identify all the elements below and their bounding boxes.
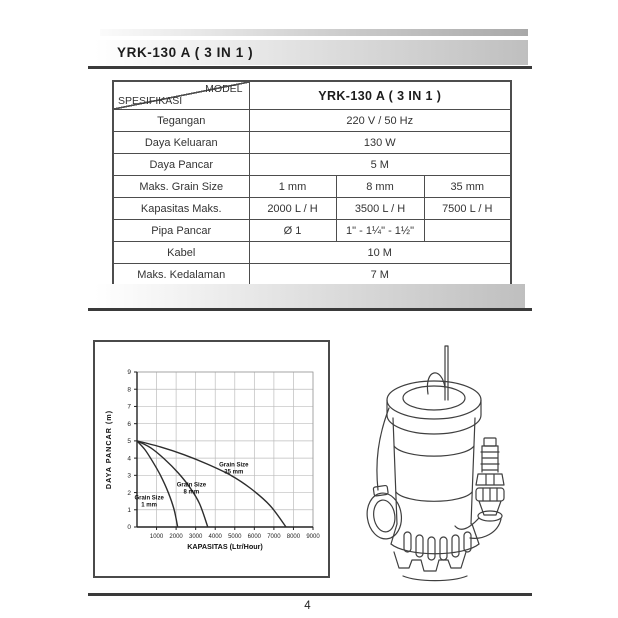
spec-value: 1" - 1¼" - 1½" (336, 220, 424, 242)
table-row (113, 242, 511, 264)
svg-text:8: 8 (127, 386, 131, 394)
svg-text:6000: 6000 (247, 534, 262, 540)
spec-value: 7500 L / H (424, 198, 511, 220)
table-row (113, 198, 511, 220)
spec-value: 3500 L / H (336, 198, 424, 220)
table-row (113, 264, 511, 287)
svg-text:Grain Size: Grain Size (219, 462, 249, 469)
page-title: YRK-130 A ( 3 IN 1 ) (117, 45, 254, 60)
svg-text:7: 7 (127, 403, 131, 411)
spec-label: Tegangan (113, 110, 249, 132)
svg-text:4000: 4000 (208, 534, 222, 540)
title-rule (88, 66, 532, 69)
svg-text:5: 5 (127, 438, 131, 446)
footer-rule (88, 593, 532, 596)
svg-text:5000: 5000 (228, 534, 242, 540)
svg-text:8 mm: 8 mm (183, 489, 200, 496)
pump-illustration (358, 342, 522, 592)
spec-label: Kapasitas Maks. (113, 198, 249, 220)
table-row (113, 132, 511, 154)
spec-label: Maks. Kedalaman (113, 264, 249, 287)
pump-handle-rim (387, 381, 481, 434)
svg-text:8000: 8000 (286, 534, 301, 540)
spec-value: Ø 1 (249, 220, 336, 242)
float-switch (363, 408, 404, 541)
spec-value: 35 mm (424, 176, 511, 198)
spec-value: 2000 L / H (249, 198, 336, 220)
svg-text:0: 0 (127, 524, 131, 532)
table-row (113, 220, 511, 242)
svg-text:DAYA PANCAR (m): DAYA PANCAR (m) (104, 409, 113, 490)
spec-value (424, 220, 511, 242)
spec-value: 220 V / 50 Hz (249, 110, 511, 132)
title-band (95, 40, 528, 65)
table-row (113, 154, 511, 176)
svg-text:3000: 3000 (188, 534, 203, 540)
svg-text:Grain Size: Grain Size (134, 495, 164, 502)
svg-text:3: 3 (127, 472, 131, 480)
spec-value: 10 M (249, 242, 511, 264)
spec-label: Kabel (113, 242, 249, 264)
svg-text:9: 9 (127, 369, 131, 377)
pump-base (391, 524, 479, 581)
spec-value: 8 mm (336, 176, 424, 198)
spec-value: 7 M (249, 264, 511, 287)
divider-rule (88, 308, 532, 311)
spec-label: Pipa Pancar (113, 220, 249, 242)
spec-value: 1 mm (249, 176, 336, 198)
model-header-label: MODEL (205, 83, 243, 95)
capacity-head-chart (95, 342, 328, 576)
svg-text:1: 1 (127, 506, 131, 514)
spec-value: 5 M (249, 154, 511, 176)
table-row (113, 176, 511, 198)
svg-text:1000: 1000 (149, 534, 164, 540)
chart-box (93, 340, 330, 578)
spec-value: 130 W (249, 132, 511, 154)
svg-text:KAPASITAS (Ltr/Hour): KAPASITAS (Ltr/Hour) (187, 542, 263, 551)
svg-text:9000: 9000 (306, 534, 320, 540)
svg-text:2000: 2000 (169, 534, 183, 540)
svg-text:1 mm: 1 mm (141, 502, 157, 509)
spec-label: Daya Keluaran (113, 132, 249, 154)
svg-text:2: 2 (127, 489, 131, 497)
model-value-cell: YRK-130 A ( 3 IN 1 ) (249, 81, 511, 110)
page-number: 4 (304, 600, 311, 612)
svg-text:Grain Size: Grain Size (176, 482, 207, 489)
divider-gradient-band (95, 284, 525, 308)
svg-text:7000: 7000 (267, 534, 281, 540)
spec-table (112, 80, 512, 287)
svg-text:4: 4 (127, 455, 131, 463)
spec-label: Maks. Grain Size (113, 176, 249, 198)
svg-text:6: 6 (127, 420, 131, 428)
spesifikasi-header-label: SPESIFIKASI (118, 95, 183, 107)
spec-table-corner-cell (113, 81, 249, 110)
table-row (113, 110, 511, 132)
top-gradient-strip (100, 29, 528, 36)
svg-text:35 mm: 35 mm (224, 469, 244, 476)
pump-cable (427, 346, 448, 400)
spec-label: Daya Pancar (113, 154, 249, 176)
